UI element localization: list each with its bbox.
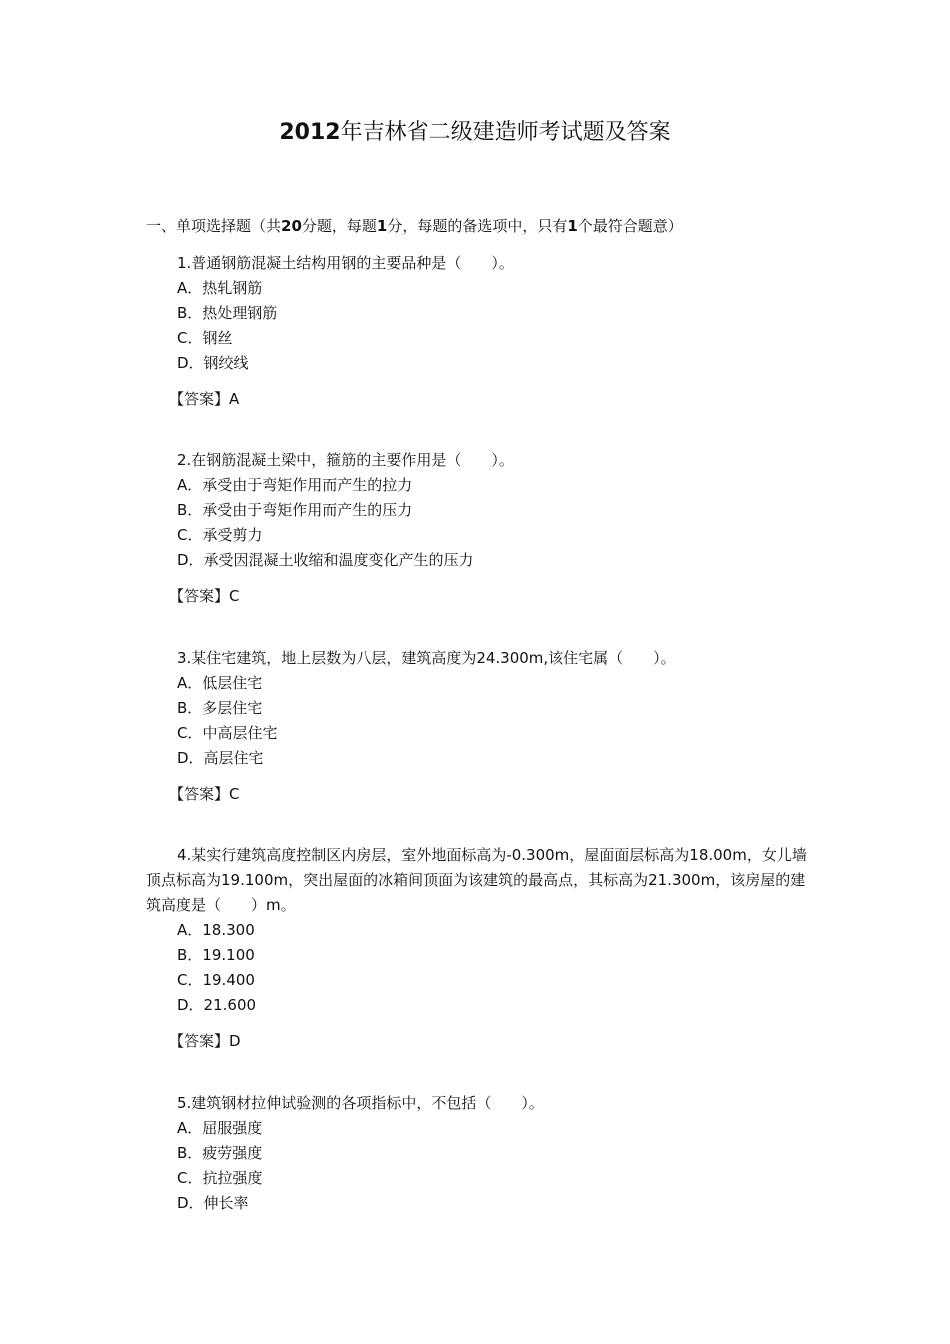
option-b: B．承受由于弯矩作用而产生的压力 [177, 501, 413, 519]
question-2 [146, 448, 816, 609]
option-list [146, 1116, 816, 1216]
question-3 [146, 646, 816, 807]
option-d: D．高层住宅 [177, 749, 264, 767]
option-list [146, 918, 816, 1018]
question-4 [146, 843, 816, 1054]
option-b: B．多层住宅 [177, 699, 263, 717]
question-stem: 4.某实行建筑高度控制区内房层，室外地面标高为-0.300m，屋面面层标高为18.00m，女儿墙顶点标高为19.100m，突出屋面的冰箱间顶面为该建筑的最高点，其标高为21.300m，该房屋的建筑高度是（ ）m。 [146, 846, 807, 914]
question-stem: 3.某住宅建筑，地上层数为八层，建筑高度为24.300m,该住宅属（ ）。 [177, 649, 676, 667]
option-d: D．21.600 [177, 996, 257, 1014]
question-5 [146, 1091, 816, 1216]
question-stem: 1.普通钢筋混凝土结构用钢的主要品种是（ ）。 [177, 254, 514, 272]
question-stem: 2.在钢筋混凝土梁中，箍筋的主要作用是（ ）。 [177, 451, 514, 469]
question-stem: 5.建筑钢材拉伸试验测的各项指标中，不包括（ ）。 [177, 1094, 544, 1112]
option-b: B．19.100 [177, 946, 255, 964]
option-a: A．屈服强度 [177, 1119, 263, 1137]
option-c: C．19.400 [177, 971, 255, 989]
option-list [146, 276, 816, 376]
option-c: C．钢丝 [177, 329, 233, 347]
option-c: C．抗拉强度 [177, 1169, 263, 1187]
option-b: B．疲劳强度 [177, 1144, 263, 1162]
answer: 【答案】C [169, 587, 240, 605]
option-a: A．承受由于弯矩作用而产生的拉力 [177, 476, 413, 494]
answer: 【答案】D [169, 1032, 241, 1050]
option-d: D．伸长率 [177, 1194, 249, 1212]
option-a: A．18.300 [177, 921, 255, 939]
section-prefix: 一、单项选择题（共 [146, 217, 282, 235]
section-score: 1 [376, 217, 388, 235]
section-mid2: 分，每题的备选项中，只有 [387, 217, 568, 235]
page-title [0, 116, 950, 150]
option-list [146, 473, 816, 573]
section-suffix: 个最符合题意） [577, 217, 683, 235]
option-list [146, 671, 816, 771]
option-c: C．承受剪力 [177, 526, 263, 544]
option-d: D．钢绞线 [177, 354, 249, 372]
title-year: 2012 [279, 120, 341, 145]
option-b: B．热处理钢筋 [177, 304, 278, 322]
section-mid1: 分题，每题 [301, 217, 377, 235]
section-count: 20 [281, 217, 302, 235]
title-text: 年吉林省二级建造师考试题及答案 [340, 120, 671, 145]
question-1 [146, 251, 816, 412]
answer: 【答案】A [169, 390, 240, 408]
option-d: D．承受因混凝土收缩和温度变化产生的压力 [177, 551, 474, 569]
answer: 【答案】C [169, 785, 240, 803]
option-a: A．热轧钢筋 [177, 279, 263, 297]
option-a: A．低层住宅 [177, 674, 263, 692]
section-heading [146, 214, 683, 238]
section-one: 1 [567, 217, 578, 235]
option-c: C．中高层住宅 [177, 724, 278, 742]
